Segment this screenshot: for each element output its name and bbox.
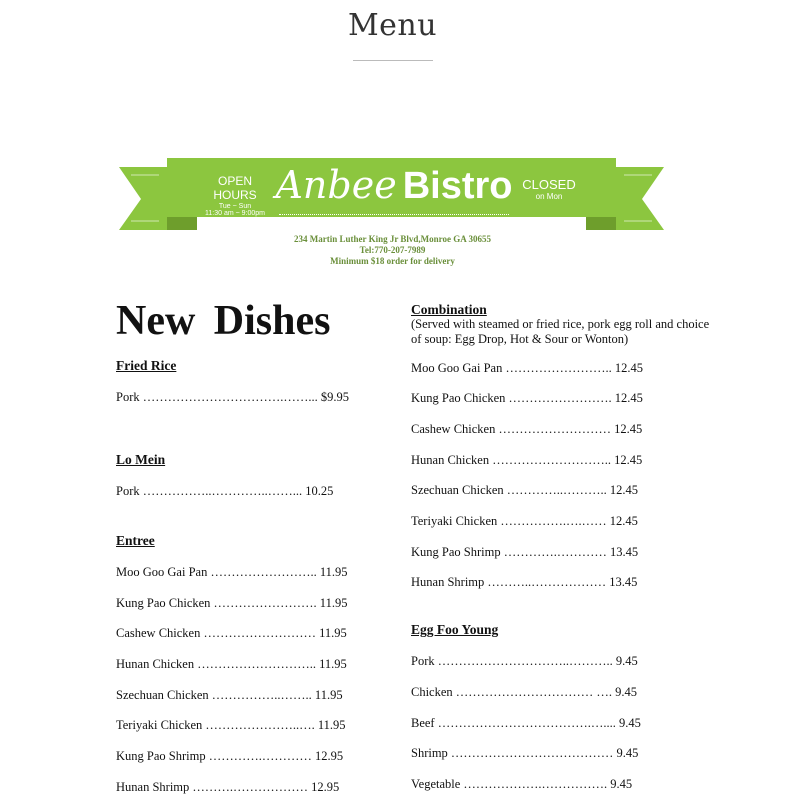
menu-item: Shrimp ………………………………… 9.45 (411, 746, 639, 760)
open-hours-title: OPEN HOURS (213, 174, 257, 202)
new-dishes-heading: New Dishes (116, 298, 331, 344)
menu-item: Moo Goo Gai Pan …………………….. 11.95 (116, 565, 348, 579)
menu-item: Hunan Chicken ……………………….. 12.45 (411, 453, 643, 467)
menu-item: Kung Pao Shrimp ………….………… 12.95 (116, 749, 344, 763)
menu-item: Hunan Shrimp ………..……………… 13.45 (411, 575, 638, 589)
entree-heading: Entree (116, 533, 155, 548)
open-times: 11:30 am ~ 9:00pm (205, 210, 265, 217)
combination-note: (Served with steamed or fried rice, pork egg roll and choice of soup: Egg Drop, Hot & Sour or Wonton) (411, 317, 710, 346)
fried-rice-heading: Fried Rice (116, 358, 177, 373)
menu-item: Kung Pao Chicken ……………………. 12.45 (411, 391, 643, 405)
menu-item: Pork ……………..…………..……... 10.25 (116, 484, 334, 498)
menu-item: Chicken …………………………… …. 9.45 (411, 685, 638, 699)
menu-item: Kung Pao Chicken ……………………. 11.95 (116, 596, 348, 610)
delivery-minimum: Minimum $18 order for delivery (330, 256, 455, 266)
menu-item: Beef ……………………………….….... 9.45 (411, 716, 641, 730)
restaurant-banner (119, 155, 664, 235)
menu-item: Cashew Chicken ……………………… 11.95 (116, 626, 347, 640)
open-hours (199, 174, 271, 217)
menu-item: Pork …………………………..……….. 9.45 (411, 654, 638, 668)
menu-item: Szechuan Chicken ……………..…….. 11.95 (116, 688, 343, 702)
phone: Tel:770-207-7989 (359, 245, 426, 255)
logo-bold-text: Bistro (402, 165, 513, 207)
restaurant-logo (274, 163, 514, 208)
menu-item: Teriyaki Chicken …………………..…. 11.95 (116, 718, 346, 732)
menu-item: Moo Goo Gai Pan …………………….. 12.45 (411, 361, 643, 375)
combination-heading: Combination (411, 302, 487, 317)
open-days: Tue ~ Sun (218, 203, 252, 210)
menu-item: Hunan Shrimp ……….……………… 12.95 (116, 780, 340, 794)
menu-item: Cashew Chicken ……………………… 12.45 (411, 422, 643, 436)
title-divider (353, 60, 433, 61)
menu-item: Szechuan Chicken …………..……….. 12.45 (411, 483, 639, 497)
closed-info (521, 177, 577, 201)
menu-item: Vegetable ……………….……………. 9.45 (411, 777, 633, 791)
closed-title: CLOSED (522, 177, 576, 192)
menu-item: Pork …………………………….……... $9.95 (116, 390, 349, 404)
logo-dotted-line (279, 214, 509, 216)
menu-item: Kung Pao Shrimp ………….………… 13.45 (411, 545, 639, 559)
closed-day: on Mon (535, 192, 563, 201)
contact-info (0, 234, 785, 267)
egg-foo-young-heading: Egg Foo Young (411, 622, 499, 637)
logo-script-text: Anbee (275, 163, 397, 207)
menu-item: Hunan Chicken ……………………….. 11.95 (116, 657, 347, 671)
page-title: Menu (347, 8, 438, 43)
lo-mein-heading: Lo Mein (116, 452, 166, 467)
address: 234 Martin Luther King Jr Blvd,Monroe GA 30655 (293, 234, 491, 244)
menu-item: Teriyaki Chicken …………….….…… 12.45 (411, 514, 638, 528)
